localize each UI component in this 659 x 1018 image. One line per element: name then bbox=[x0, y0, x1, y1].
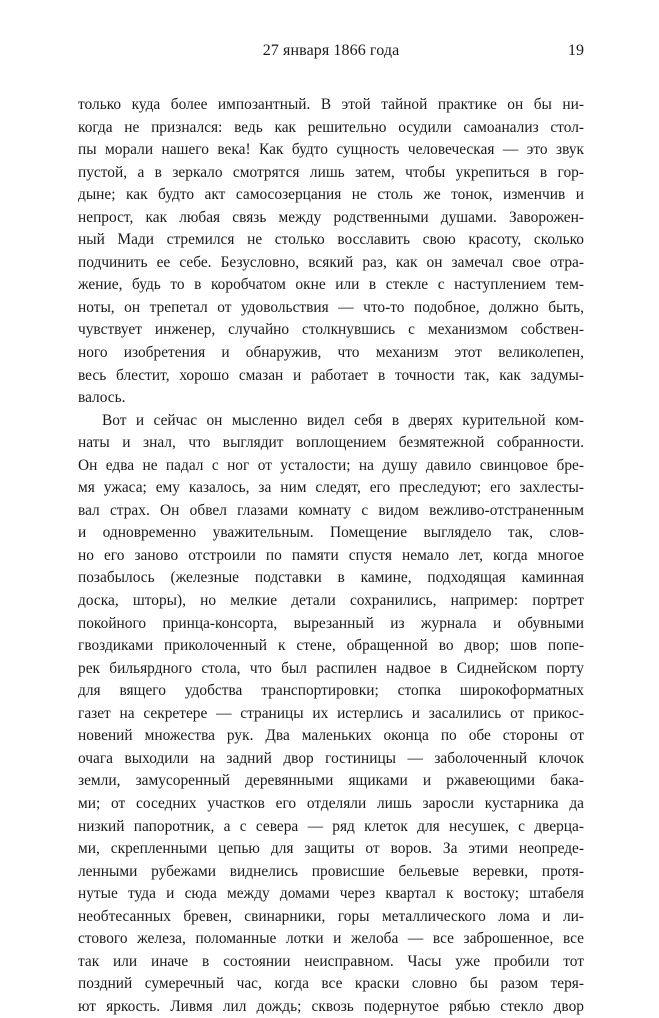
text-line: и одновременно уважительным. Помещение выглядело так, слов- bbox=[78, 524, 584, 542]
paragraph bbox=[78, 410, 584, 1018]
text-line: гвоздиками приколоченный к стене, обращенной во двор; шов попе- bbox=[78, 637, 584, 655]
text-line: низкий папоротник, а с севера — ряд клеток для несушек, с дверца- bbox=[78, 817, 584, 835]
text-line: непрост, как любая связь между родственными душами. Заворожен- bbox=[78, 208, 584, 226]
text-line: Он едва не падал с ног от усталости; на душу давило свинцовое бре- bbox=[78, 456, 584, 474]
text-line: поздний сумеречный час, когда все краски словно бы разом теря- bbox=[78, 975, 584, 993]
text-line: пустой, а в зеркало смотрятся лишь затем, чтобы укрепиться в гор- bbox=[78, 163, 584, 181]
text-line: ного изобретения и обнаружив, что механизм этот великолепен, bbox=[78, 344, 584, 362]
text-line: ный Мади стремился не столько восславить свою красоту, сколько bbox=[78, 231, 584, 249]
text-line: ми, скрепленными цепью для защиты от воров. За этими неопреде- bbox=[78, 840, 584, 858]
text-line: ют яркость. Ливмя лил дождь; сквозь подернутое рябью стекло двор bbox=[78, 997, 584, 1015]
text-line: необтесанных бревен, свинарники, горы металлического лома и ли- bbox=[78, 907, 584, 925]
text-line: пы морали нашего века! Как будто сущность человеческая — это звук bbox=[78, 141, 584, 159]
page-number: 19 bbox=[568, 42, 584, 59]
text-line: мя ужаса; ему казалось, за ним следят, его преследуют; его захлесты- bbox=[78, 479, 584, 497]
text-line: земли, замусоренный деревянными ящиками и ржавеющими бака- bbox=[78, 772, 584, 790]
text-line: чувствует инженер, случайно столкнувшись с механизмом собствен- bbox=[78, 321, 584, 339]
text-line: очага выходили на задний двор гостиницы — заболоченный клочок bbox=[78, 749, 584, 767]
text-line: вал страх. Он обвел глазами комнату с видом вежливо-отстраненным bbox=[78, 501, 584, 519]
text-line: ноты, он трепетал от удовольствия — что-то подобное, должно быть, bbox=[78, 298, 584, 316]
text-line: подчинить ее себе. Безусловно, всякий раз, как он замечал свое отра- bbox=[78, 253, 584, 271]
text-line: газет на секретере — страницы их истерлись и засалились от прикос- bbox=[78, 704, 584, 722]
chapter-title: 27 января 1866 года bbox=[262, 42, 400, 59]
book-page bbox=[78, 40, 584, 1018]
text-line: доска, шторы), но мелкие детали сохранились, например: портрет bbox=[78, 592, 584, 610]
text-line: жение, будь то в коробчатом окне или в стекле с наступлением тем- bbox=[78, 276, 584, 294]
text-line: позабылось (железные подставки в камине, подходящая каминная bbox=[78, 569, 584, 587]
text-line: наты и знал, что выглядит воплощением безмятежной собранности. bbox=[78, 434, 584, 452]
text-line: нутые туда и сюда между домами через квартал к востоку; штабеля bbox=[78, 885, 584, 903]
running-header bbox=[78, 40, 584, 62]
text-line: так или иначе в состоянии неисправном. Часы уже пробили тот bbox=[78, 952, 584, 970]
text-line: только куда более импозантный. В этой тайной практике он бы ни- bbox=[78, 96, 584, 113]
text-line: Вот и сейчас он мысленно видел себя в дверях курительной ком- bbox=[102, 411, 584, 429]
text-line: но его заново отстроили по памяти спустя немало лет, когда многое bbox=[78, 546, 584, 564]
text-line: ми; от соседних участков его отделяли лишь заросли кустарника да bbox=[78, 794, 584, 812]
body-text bbox=[78, 94, 584, 1018]
text-line: весь блестит, хорошо смазан и работает в точности так, как задумы- bbox=[78, 366, 584, 384]
text-line: когда не признался: ведь как решительно осудили самоанализ стол- bbox=[78, 118, 584, 136]
text-line: для вящего удобства транспортировки; стопка широкоформатных bbox=[78, 682, 584, 700]
paragraph bbox=[78, 94, 584, 410]
text-line: ленными рубежами виднелись провисшие бельевые веревки, протя- bbox=[78, 862, 584, 880]
text-line: валось. bbox=[78, 389, 126, 407]
text-line: стового железа, поломанные лотки и желоба — все заброшенное, все bbox=[78, 930, 584, 948]
text-line: новений множества рук. Два маленьких оконца по обе стороны от bbox=[78, 727, 584, 745]
text-line: рек бильярдного стола, что был распилен надвое в Сиднейском порту bbox=[78, 659, 584, 677]
text-line: покойного принца-консорта, вырезанный из журнала и обувными bbox=[78, 614, 584, 632]
text-line: дыне; как будто акт самосозерцания не столь же тонок, изменчив и bbox=[78, 186, 584, 204]
